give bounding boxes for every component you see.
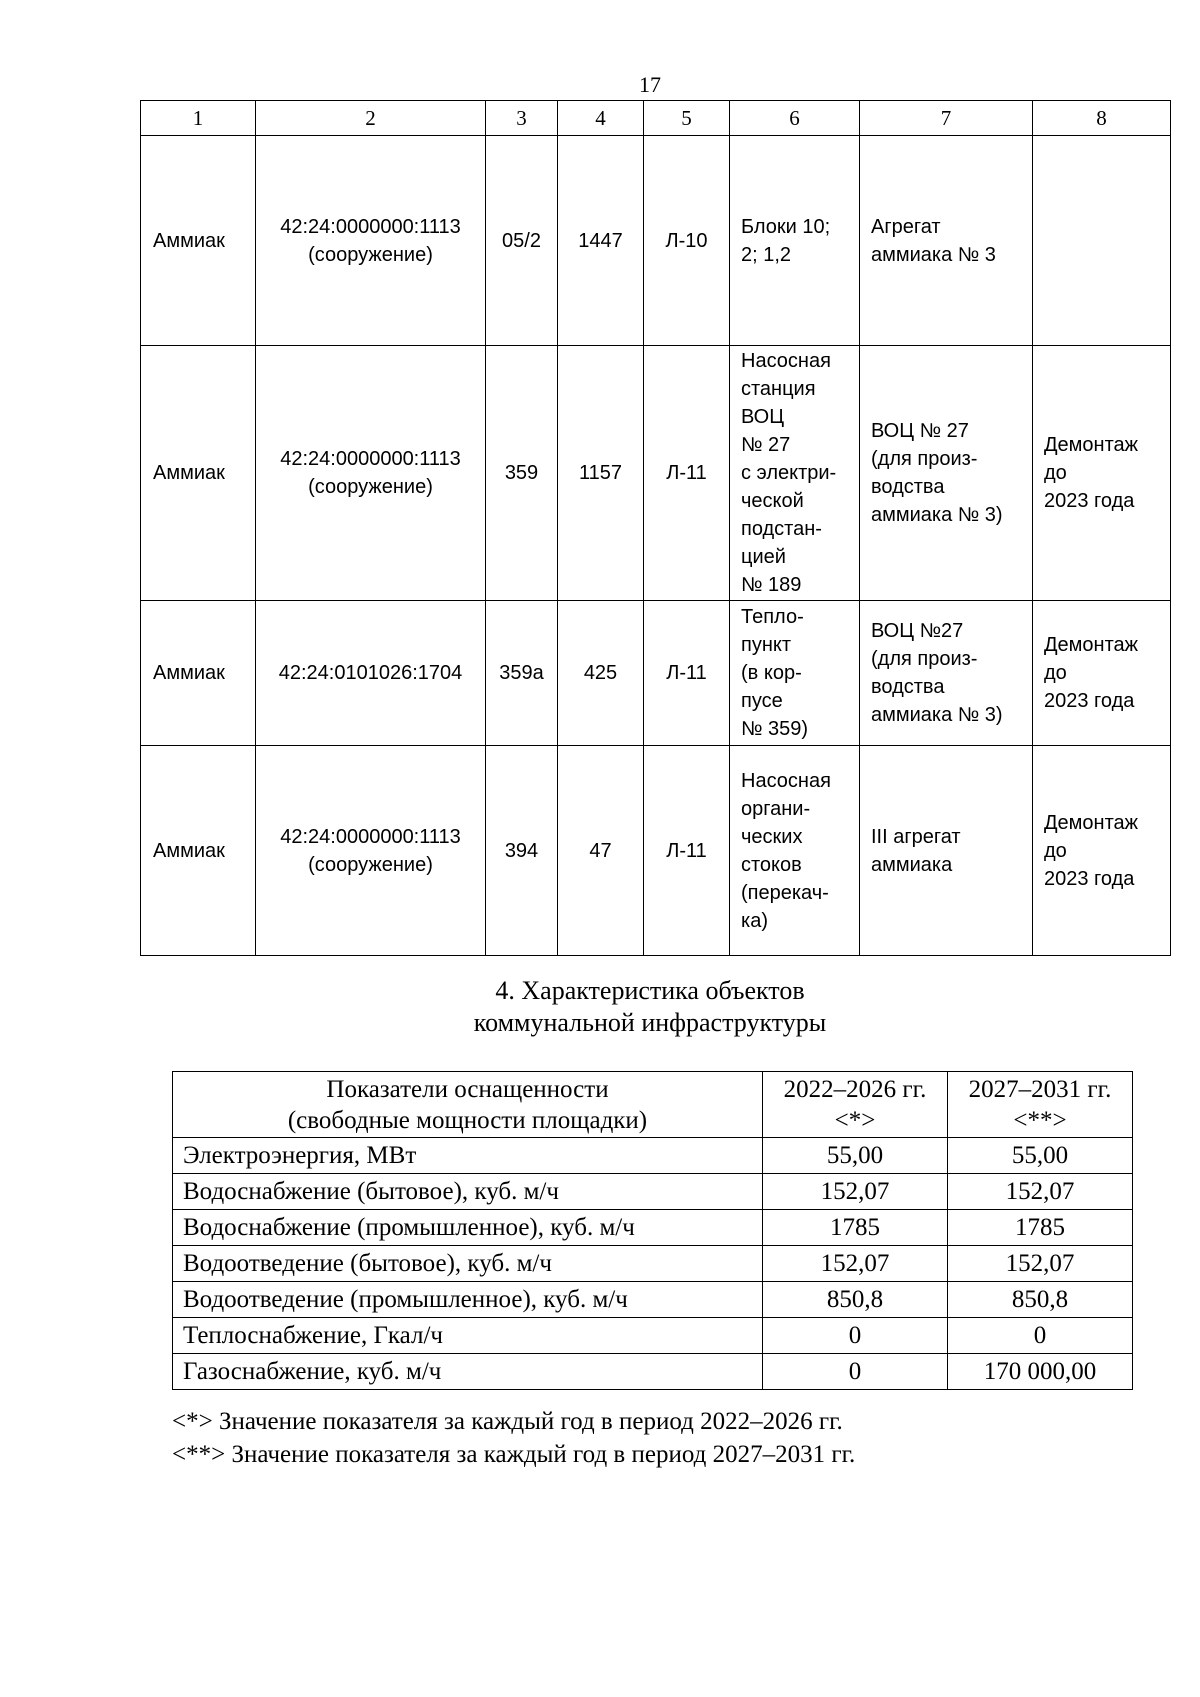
plan-cell — [1033, 746, 1171, 956]
cell-line: (перекач- — [741, 881, 829, 904]
table-row — [141, 346, 1171, 601]
cell-line: 2023 года — [1044, 867, 1135, 890]
cell-line: Насосная — [741, 769, 831, 792]
cell-line: III агрегат — [871, 825, 961, 848]
footnotes — [172, 1405, 855, 1471]
area-cell: 1447 — [558, 136, 644, 346]
cell-line: 42:24:0000000:1113 — [280, 448, 461, 470]
value-2027-2031: 170 000,00 — [948, 1354, 1133, 1390]
column-header: 1 — [141, 101, 256, 136]
cadastral-number-cell — [256, 346, 486, 601]
cell-line: аммиака № 3 — [871, 243, 996, 266]
cell-line: до — [1044, 462, 1067, 484]
indicator-label: Газоснабжение, куб. м/ч — [173, 1354, 763, 1390]
value-2027-2031: 850,8 — [948, 1282, 1133, 1318]
footnote: <*> Значение показателя за каждый год в период 2022–2026 гг. — [172, 1408, 843, 1435]
area-cell: 1157 — [558, 346, 644, 601]
value-2027-2031: 152,07 — [948, 1246, 1133, 1282]
header-line: 2027–2031 гг. — [968, 1075, 1112, 1103]
object-name-cell — [730, 746, 860, 956]
table-row — [141, 136, 1171, 346]
substance-cell: Аммиак — [141, 601, 256, 746]
cell-line: водства — [871, 476, 945, 498]
value-2027-2031: 0 — [948, 1318, 1133, 1354]
cell-line: 42:24:0000000:1113 — [280, 825, 461, 848]
cell-line: 42:24:0101026:1704 — [278, 662, 463, 684]
cell-line: подстан- — [741, 518, 822, 540]
value-2027-2031: 152,07 — [948, 1174, 1133, 1210]
column-header: 6 — [730, 101, 860, 136]
cell-line: (сооружение) — [308, 243, 433, 266]
value-2022-2026: 1785 — [763, 1210, 948, 1246]
section-title-line: коммунальной инфраструктуры — [473, 1008, 827, 1037]
table-row — [173, 1318, 1133, 1354]
table-row — [173, 1282, 1133, 1318]
cell-line: аммиака № 3) — [871, 504, 1003, 526]
header-line: Показатели оснащенности — [326, 1075, 609, 1103]
cell-line: Демонтаж — [1044, 634, 1139, 656]
cell-line: (сооружение) — [308, 476, 433, 498]
table-row — [173, 1354, 1133, 1390]
page-number: 17 — [639, 72, 661, 97]
cell-line: пункт — [741, 634, 792, 656]
value-2027-2031: 55,00 — [948, 1138, 1133, 1174]
indicator-label: Водоснабжение (бытовое), куб. м/ч — [173, 1174, 763, 1210]
cell-line: (в кор- — [741, 662, 802, 684]
header-line: 2022–2026 гг. — [783, 1075, 927, 1103]
value-2022-2026: 0 — [763, 1318, 948, 1354]
cell-line: Блоки 10; — [741, 215, 831, 238]
substance-cell: Аммиак — [141, 346, 256, 601]
indicator-label: Электроэнергия, МВт — [173, 1138, 763, 1174]
category-cell: Л-11 — [644, 746, 730, 956]
cell-line: до — [1044, 839, 1067, 862]
building-number-cell: 359 — [486, 346, 558, 601]
indicator-label: Теплоснабжение, Гкал/ч — [173, 1318, 763, 1354]
value-2027-2031: 1785 — [948, 1210, 1133, 1246]
cell-line: ческих — [741, 825, 803, 848]
table-row — [173, 1246, 1133, 1282]
cell-line: 2023 года — [1044, 490, 1135, 512]
header-line: <**> — [1013, 1106, 1067, 1134]
indicator-column-header — [173, 1072, 763, 1138]
cell-line: органи- — [741, 797, 811, 820]
cell-line: с электри- — [741, 462, 837, 484]
cadastral-number-cell — [256, 136, 486, 346]
footnote: <**> Значение показателя за каждый год в период 2027–2031 гг. — [172, 1441, 856, 1468]
cell-line: (для произ- — [871, 648, 978, 670]
building-number-cell: 394 — [486, 746, 558, 956]
cell-line: (сооружение) — [308, 853, 433, 876]
period-2027-2031-header — [948, 1072, 1133, 1138]
table-row — [173, 1210, 1133, 1246]
purpose-cell — [860, 746, 1033, 956]
value-2022-2026: 152,07 — [763, 1174, 948, 1210]
cell-line: 42:24:0000000:1113 — [280, 215, 461, 238]
column-header: 8 — [1033, 101, 1171, 136]
header-line: (свободные мощности площадки) — [287, 1106, 648, 1134]
table-header-row — [173, 1072, 1133, 1138]
cell-line: цией — [741, 546, 786, 568]
area-cell: 47 — [558, 746, 644, 956]
table-row — [173, 1174, 1133, 1210]
column-header: 7 — [860, 101, 1033, 136]
column-header: 2 — [256, 101, 486, 136]
cell-line: № 359) — [741, 718, 809, 740]
indicator-label: Водоотведение (бытовое), куб. м/ч — [173, 1246, 763, 1282]
cell-line: Агрегат — [871, 215, 941, 238]
value-2022-2026: 850,8 — [763, 1282, 948, 1318]
cell-line: ческой — [741, 490, 804, 512]
cell-line: аммиака — [871, 853, 953, 876]
plan-cell — [1033, 601, 1171, 746]
cell-line: 2; 1,2 — [741, 243, 792, 266]
infrastructure-table — [172, 1071, 1133, 1390]
value-2022-2026: 55,00 — [763, 1138, 948, 1174]
purpose-cell — [860, 601, 1033, 746]
cell-line: ВОЦ № 27 — [871, 420, 969, 442]
cell-line: № 27 — [741, 434, 791, 456]
cell-line: (для произ- — [871, 448, 978, 470]
plan-cell — [1033, 346, 1171, 601]
object-name-cell — [730, 136, 860, 346]
object-name-cell — [730, 346, 860, 601]
section-title-line: 4. Характеристика объектов — [495, 976, 805, 1005]
cell-line: водства — [871, 676, 945, 698]
table-row — [173, 1138, 1133, 1174]
column-header: 4 — [558, 101, 644, 136]
value-2022-2026: 152,07 — [763, 1246, 948, 1282]
cell-line: Насосная — [741, 350, 831, 372]
indicator-label: Водоотведение (промышленное), куб. м/ч — [173, 1282, 763, 1318]
indicator-label: Водоснабжение (промышленное), куб. м/ч — [173, 1210, 763, 1246]
cell-line: ВОЦ №27 — [871, 620, 964, 642]
cadastral-number-cell — [256, 601, 486, 746]
table-row — [141, 746, 1171, 956]
cell-line: стоков — [741, 853, 802, 876]
section-title — [0, 975, 1200, 1039]
cadastral-number-cell — [256, 746, 486, 956]
column-header: 5 — [644, 101, 730, 136]
purpose-cell — [860, 136, 1033, 346]
table-row — [141, 601, 1171, 746]
cell-line: ВОЦ — [741, 406, 785, 428]
cell-line: до — [1044, 662, 1067, 684]
category-cell: Л-11 — [644, 346, 730, 601]
objects-table — [140, 100, 1171, 956]
period-2022-2026-header — [763, 1072, 948, 1138]
object-name-cell — [730, 601, 860, 746]
category-cell: Л-10 — [644, 136, 730, 346]
cell-line: 2023 года — [1044, 690, 1135, 712]
substance-cell: Аммиак — [141, 136, 256, 346]
table-header-row — [141, 101, 1171, 136]
cell-line: Демонтаж — [1044, 811, 1139, 834]
cell-line: пусе — [741, 690, 783, 712]
substance-cell: Аммиак — [141, 746, 256, 956]
cell-line: станция — [741, 378, 816, 400]
building-number-cell: 05/2 — [486, 136, 558, 346]
building-number-cell: 359а — [486, 601, 558, 746]
cell-line: № 189 — [741, 574, 802, 596]
value-2022-2026: 0 — [763, 1354, 948, 1390]
cell-line: Демонтаж — [1044, 434, 1139, 456]
plan-cell — [1033, 136, 1171, 346]
column-header: 3 — [486, 101, 558, 136]
area-cell: 425 — [558, 601, 644, 746]
cell-line: аммиака № 3) — [871, 704, 1003, 726]
header-line: <*> — [834, 1106, 876, 1134]
cell-line: Тепло- — [741, 606, 804, 628]
cell-line: ка) — [741, 909, 768, 932]
category-cell: Л-11 — [644, 601, 730, 746]
purpose-cell — [860, 346, 1033, 601]
